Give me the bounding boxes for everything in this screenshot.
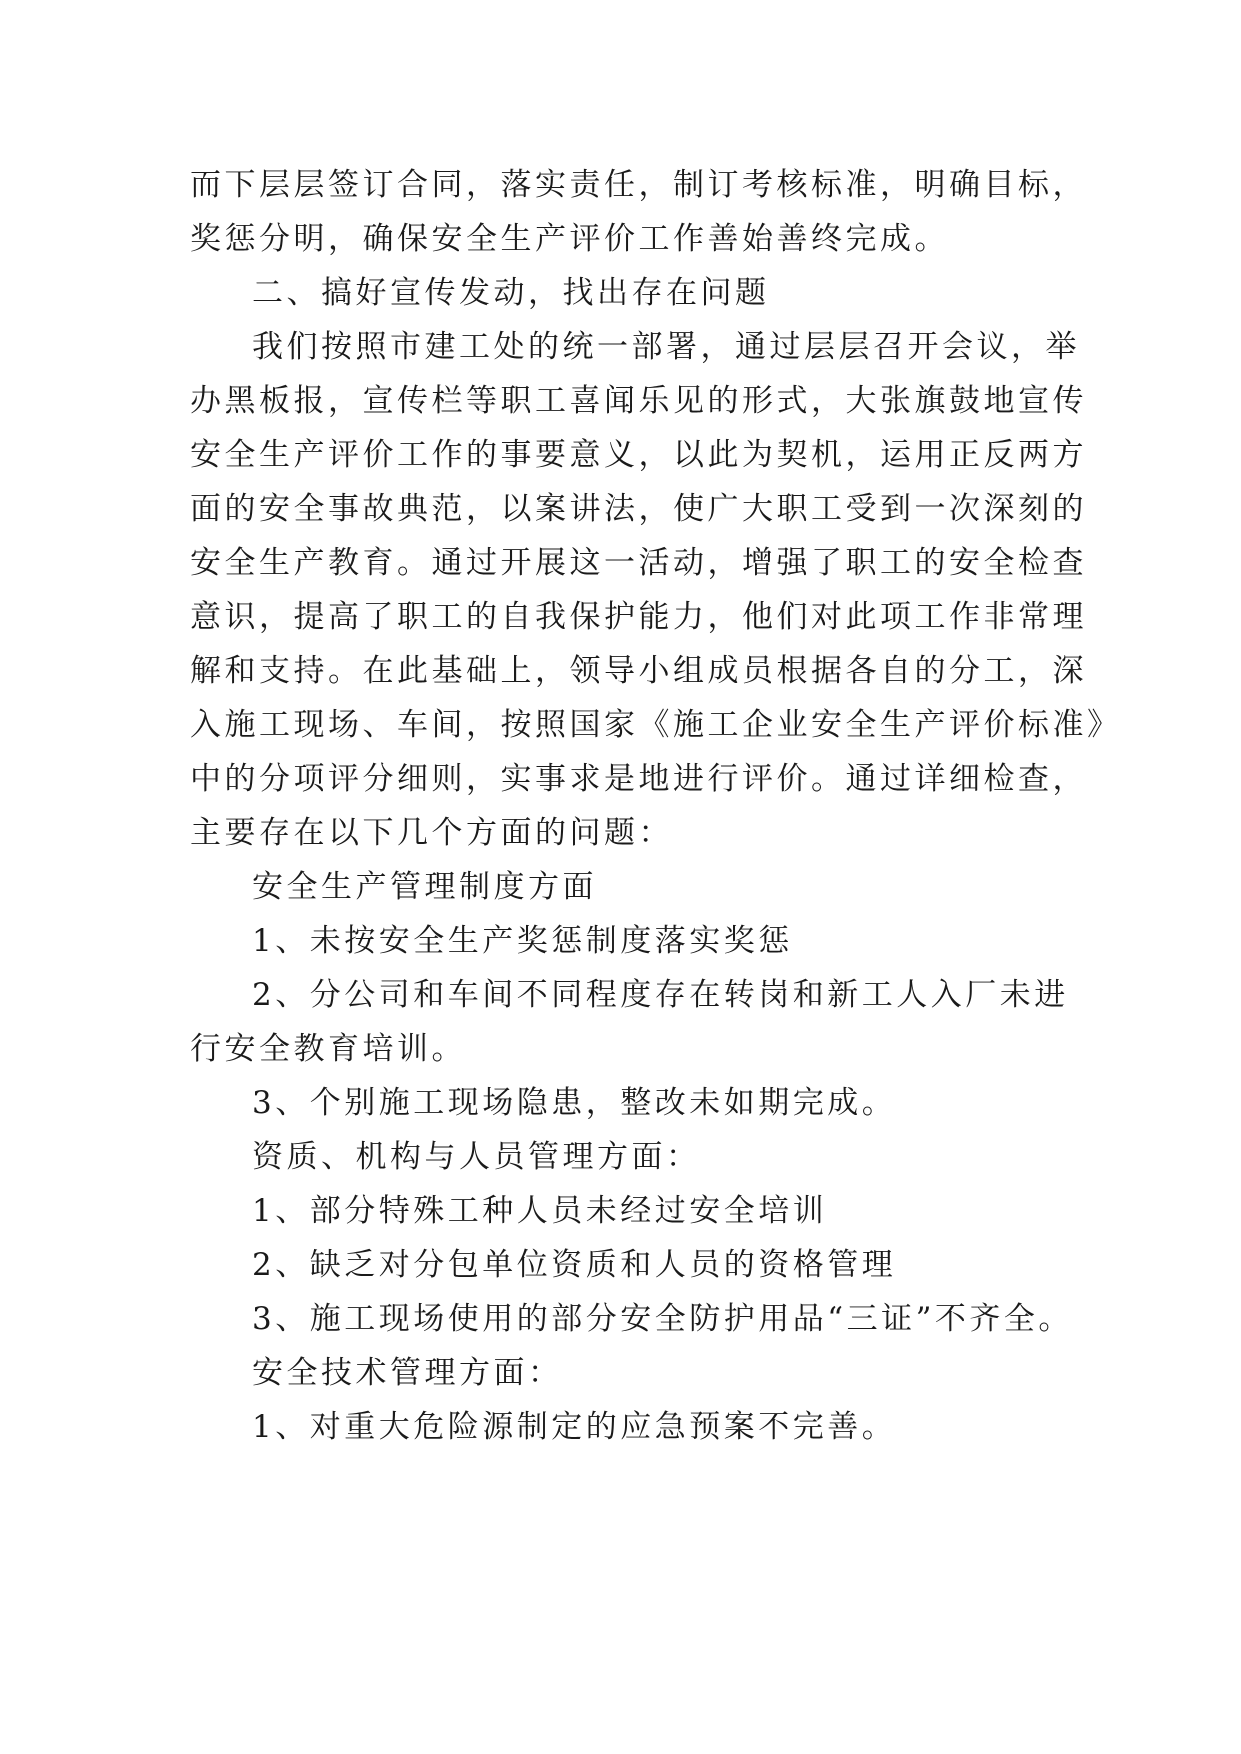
text-line: 我们按照市建工处的统一部署，通过层层召开会议，举 [252,329,1080,365]
list-item-continuation: 行安全教育培训。 [190,1031,466,1067]
list-item: 3、个别施工现场隐患，整改未如期完成。 [252,1085,897,1121]
text-line: 入施工现场、车间，按照国家《施工企业安全生产评价标准》 [190,707,1122,743]
section-heading: 二、搞好宣传发动，找出存在问题 [252,275,770,311]
list-item: 2、分公司和车间不同程度存在转岗和新工人入厂未进 [252,977,1069,1013]
list-item: 1、对重大危险源制定的应急预案不完善。 [252,1409,897,1445]
document-body [190,158,1122,1454]
text-line: 解和支持。在此基础上，领导小组成员根据各自的分工，深 [190,653,1087,689]
subsection-heading: 安全技术管理方面： [252,1355,563,1391]
text-line: 办黑板报，宣传栏等职工喜闻乐见的形式，大张旗鼓地宣传 [190,383,1087,419]
text-line: 面的安全事故典范，以案讲法，使广大职工受到一次深刻的 [190,491,1087,527]
text-line: 中的分项评分细则，实事求是地进行评价。通过详细检查， [190,761,1087,797]
list-item: 1、部分特殊工种人员未经过安全培训 [252,1193,828,1229]
text-line: 而下层层签订合同，落实责任，制订考核标准，明确目标， [190,167,1087,203]
subsection-heading: 资质、机构与人员管理方面： [252,1139,701,1175]
list-item: 3、施工现场使用的部分安全防护用品“三证”不齐全。 [252,1301,1073,1337]
list-item: 2、缺乏对分包单位资质和人员的资格管理 [252,1247,897,1283]
text-line: 安全生产教育。通过开展这一活动，增强了职工的安全检查 [190,545,1087,581]
text-line: 奖惩分明，确保安全生产评价工作善始善终完成。 [190,221,949,257]
text-line: 主要存在以下几个方面的问题： [190,815,673,851]
list-item: 1、未按安全生产奖惩制度落实奖惩 [252,923,793,959]
text-line: 安全生产评价工作的事要意义，以此为契机，运用正反两方 [190,437,1087,473]
text-line: 意识，提高了职工的自我保护能力，他们对此项工作非常理 [190,599,1087,635]
subsection-heading: 安全生产管理制度方面 [252,869,597,905]
